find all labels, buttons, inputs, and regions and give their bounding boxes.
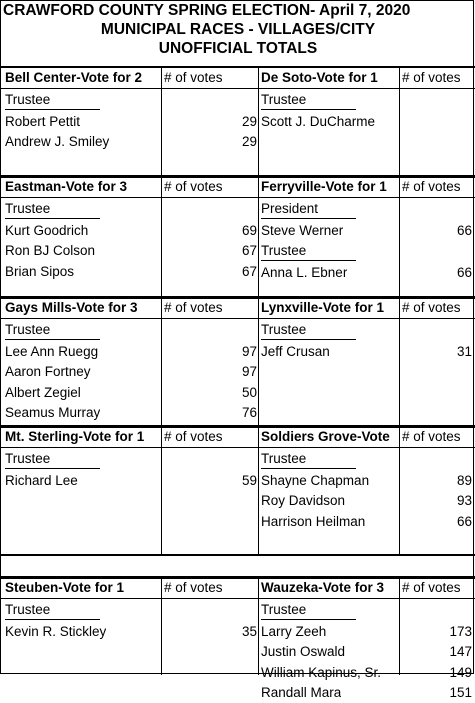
column-divider bbox=[161, 67, 162, 175]
votes-column-header: # of votes bbox=[402, 70, 461, 85]
column-divider bbox=[399, 296, 400, 425]
divider bbox=[1, 554, 475, 556]
office-label: Trustee bbox=[5, 451, 51, 466]
candidate-name: Andrew J. Smiley bbox=[5, 134, 110, 149]
page-subtitle: MUNICIPAL RACES - VILLAGES/CITY bbox=[100, 21, 376, 38]
race-header: Gays Mills-Vote for 3 bbox=[5, 300, 138, 315]
candidate-name: Roy Davidson bbox=[261, 493, 346, 508]
vote-count: 50 bbox=[241, 384, 257, 400]
vote-count: 35 bbox=[241, 623, 257, 639]
candidate-name: Scott J. DuCharme bbox=[261, 113, 376, 129]
vote-count: 93 bbox=[456, 493, 472, 508]
vote-count: 69 bbox=[241, 222, 257, 238]
votes-column-header: # of votes bbox=[402, 300, 461, 315]
votes-column-header: # of votes bbox=[402, 429, 461, 444]
column-divider bbox=[258, 425, 259, 554]
office-label: Trustee bbox=[5, 602, 51, 617]
office-label: President bbox=[261, 201, 319, 216]
divider bbox=[1, 88, 475, 89]
race-header: Ferryville-Vote for 1 bbox=[261, 179, 387, 194]
candidate-name: Richard Lee bbox=[5, 472, 78, 488]
vote-count: 29 bbox=[241, 113, 257, 129]
race-header: Lynxville-Vote for 1 bbox=[261, 300, 385, 315]
candidate-name: Shayne Chapman bbox=[261, 472, 370, 488]
race-header: De Soto-Vote for 1 bbox=[261, 70, 378, 85]
divider bbox=[1, 598, 475, 599]
vote-count: 66 bbox=[456, 513, 472, 529]
candidate-name: Seamus Murray bbox=[5, 405, 101, 420]
office-underline bbox=[261, 339, 356, 340]
divider bbox=[1, 318, 475, 319]
office-label: Trustee bbox=[261, 243, 307, 258]
votes-column-header: # of votes bbox=[402, 179, 461, 194]
office-underline bbox=[5, 619, 100, 620]
office-label: Trustee bbox=[5, 322, 51, 337]
vote-count: 151 bbox=[449, 685, 472, 700]
column-divider bbox=[258, 296, 259, 425]
office-underline bbox=[5, 109, 100, 110]
votes-column-header: # of votes bbox=[164, 300, 223, 315]
race-header: Mt. Sterling-Vote for 1 bbox=[5, 429, 145, 444]
race-header: Steuben-Vote for 1 bbox=[5, 580, 125, 595]
votes-column-header: # of votes bbox=[402, 580, 461, 595]
column-divider bbox=[399, 576, 400, 675]
race-header: Bell Center-Vote for 2 bbox=[5, 70, 143, 85]
office-label: Trustee bbox=[261, 602, 307, 617]
candidate-name: Randall Mara bbox=[261, 685, 342, 700]
column-divider bbox=[399, 175, 400, 296]
office-underline bbox=[261, 218, 356, 219]
column-divider bbox=[258, 576, 259, 675]
race-header: Soldiers Grove-Vote bbox=[261, 429, 390, 444]
office-underline bbox=[5, 218, 100, 219]
vote-count: 31 bbox=[456, 343, 472, 359]
office-underline bbox=[261, 468, 356, 469]
column-divider bbox=[161, 296, 162, 425]
candidate-name: Lee Ann Ruegg bbox=[5, 343, 99, 359]
vote-count: 29 bbox=[241, 134, 257, 149]
candidate-name: Ron BJ Colson bbox=[5, 243, 96, 258]
office-label: Trustee bbox=[261, 451, 307, 466]
office-label: Trustee bbox=[5, 201, 51, 216]
office-label: Trustee bbox=[261, 322, 307, 337]
office-underline bbox=[5, 339, 100, 340]
candidate-name: Albert Zegiel bbox=[5, 384, 81, 400]
divider bbox=[1, 447, 475, 448]
office-underline bbox=[5, 468, 100, 469]
column-divider bbox=[161, 175, 162, 296]
candidate-name: Kurt Goodrich bbox=[5, 222, 89, 238]
vote-count: 149 bbox=[449, 664, 472, 680]
vote-count: 173 bbox=[449, 623, 472, 639]
candidate-name: Robert Pettit bbox=[5, 113, 81, 129]
divider bbox=[1, 197, 475, 198]
column-divider bbox=[399, 67, 400, 175]
column-divider bbox=[161, 425, 162, 554]
vote-count: 66 bbox=[456, 264, 472, 280]
votes-column-header: # of votes bbox=[164, 179, 223, 194]
race-header: Eastman-Vote for 3 bbox=[5, 179, 128, 194]
office-underline bbox=[261, 109, 356, 110]
candidate-name: Steve Werner bbox=[261, 222, 344, 238]
vote-count: 147 bbox=[449, 644, 472, 659]
votes-column-header: # of votes bbox=[164, 70, 223, 85]
column-divider bbox=[161, 576, 162, 675]
candidate-name: Jeff Crusan bbox=[261, 343, 330, 359]
candidate-name: Kevin R. Stickley bbox=[5, 623, 107, 639]
candidate-name: Harrison Heilman bbox=[261, 513, 366, 529]
candidate-name: Aaron Fortney bbox=[5, 364, 91, 379]
vote-count: 67 bbox=[241, 263, 257, 279]
column-divider bbox=[399, 425, 400, 554]
vote-count: 97 bbox=[241, 343, 257, 359]
office-underline bbox=[261, 619, 356, 620]
vote-count: 67 bbox=[241, 243, 257, 258]
vote-count: 89 bbox=[456, 472, 472, 488]
race-header: Wauzeka-Vote for 3 bbox=[261, 580, 385, 595]
office-label: Trustee bbox=[5, 92, 51, 107]
votes-column-header: # of votes bbox=[164, 429, 223, 444]
office-underline bbox=[261, 260, 356, 261]
vote-count: 76 bbox=[241, 405, 257, 420]
page-subtitle-totals: UNOFFICIAL TOTALS bbox=[158, 40, 318, 57]
candidate-name: Brian Sipos bbox=[5, 263, 75, 279]
page-title: CRAWFORD COUNTY SPRING ELECTION- April 7, 2020 bbox=[3, 2, 411, 19]
office-label: Trustee bbox=[261, 92, 307, 107]
candidate-name: Anna L. Ebner bbox=[261, 264, 348, 280]
vote-count: 97 bbox=[241, 364, 257, 379]
column-divider bbox=[258, 67, 259, 175]
candidate-name: William Kapinus, Sr. bbox=[261, 664, 382, 680]
column-divider bbox=[258, 175, 259, 296]
candidate-name: Larry Zeeh bbox=[261, 623, 327, 639]
votes-column-header: # of votes bbox=[164, 580, 223, 595]
vote-count: 66 bbox=[456, 222, 472, 238]
vote-count: 59 bbox=[241, 472, 257, 488]
candidate-name: Justin Oswald bbox=[261, 644, 346, 659]
